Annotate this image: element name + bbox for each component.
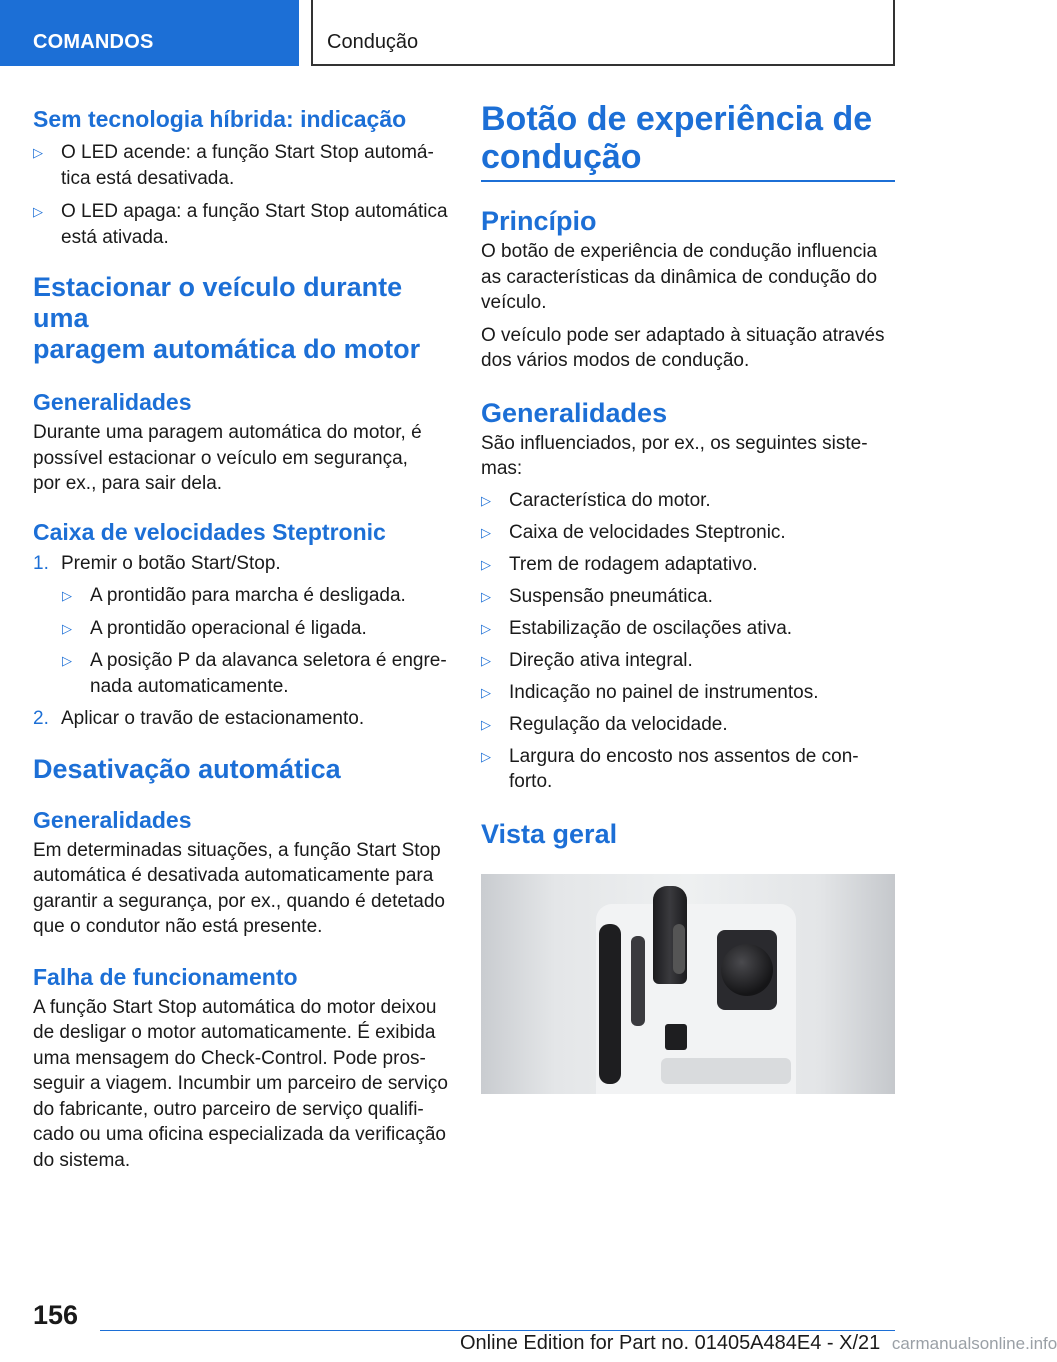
bullet-item [481, 712, 895, 738]
footer-rule [100, 1330, 895, 1331]
bullet-text: A prontidão operacional é ligada. [90, 617, 367, 639]
armrest [661, 1058, 791, 1084]
deactivation-general-heading: Generalidades [33, 806, 192, 833]
general-bullet-list [481, 488, 895, 795]
bullet-text: Característica do motor. [509, 489, 711, 511]
bullet-item [481, 616, 895, 642]
general-heading: Generalidades [481, 397, 668, 428]
triangle-bullet-icon: ▷ [481, 652, 491, 668]
triangle-bullet-icon: ▷ [481, 588, 491, 604]
step-number: 1. [33, 552, 49, 574]
triangle-bullet-icon: ▷ [481, 524, 491, 540]
principle-paragraph-2: O veículo pode ser adaptado à situação através dos vários modos de condução. [481, 324, 885, 371]
principle-heading: Princípio [481, 206, 597, 236]
page-title: Botão de experiência de condução [481, 100, 873, 176]
triangle-bullet-icon: ▷ [62, 653, 72, 668]
edition-text: Online Edition for Part no. 01405A484E4 - X/21 [460, 1332, 881, 1354]
idrive-controller-knob [721, 944, 773, 996]
fault-heading: Falha de funcionamento [33, 963, 298, 990]
lever-detail [673, 924, 685, 974]
watermark-text: carmanualsonline.info [891, 1334, 1057, 1353]
bullet-item [62, 616, 448, 642]
bullet-item [481, 552, 895, 578]
bullet-text: O LED acende: a função Start Stop automá- tica está desativada. [61, 142, 434, 189]
park-heading: Estacionar o veículo durante uma paragem automática do motor [33, 272, 421, 364]
bullet-item [481, 744, 895, 795]
step-number: 2. [33, 708, 49, 729]
steps-list [33, 551, 448, 732]
bullet-item [481, 584, 895, 610]
bullet-text: A prontidão para marcha é desligada. [90, 585, 406, 606]
triangle-bullet-icon: ▷ [62, 588, 72, 603]
parking-brake-switch [665, 1024, 687, 1050]
step1-bullet-list [33, 583, 448, 699]
triangle-bullet-icon: ▷ [33, 145, 43, 160]
bullet-text: Caixa de velocidades Steptronic. [509, 521, 786, 543]
bullet-text: Indicação no painel de instrumentos. [509, 681, 819, 703]
bullet-item [481, 488, 895, 514]
chapter-title: Condução [311, 0, 895, 66]
center-console-photo [481, 874, 895, 1094]
bullet-item [62, 648, 448, 699]
left-column [33, 100, 448, 1173]
bullet-text: Estabilização de oscilações ativa. [509, 617, 793, 639]
principle-paragraph-1: O botão de experiência de condução influencia as características da dinâmica de condução do veículo. [481, 241, 878, 313]
bullet-item [481, 680, 895, 706]
bullet-text: Direção ativa integral. [509, 649, 693, 671]
step-1 [33, 551, 448, 577]
step-2 [33, 706, 448, 732]
triangle-bullet-icon: ▷ [481, 748, 491, 764]
step-text: Aplicar o travão de estacionamento. [61, 708, 365, 729]
bullet-text: Largura do encosto nos assentos de con- forto. [509, 745, 859, 792]
park-general-text: Durante uma paragem automática do motor, é possível estacionar o veículo em segurança, por ex., para sair dela. [33, 422, 422, 494]
main-title-block [481, 100, 895, 182]
footer-edition [460, 1332, 1057, 1355]
bullet-item [481, 520, 895, 546]
bullet-text: O LED apaga: a função Start Stop automática está ativada. [61, 201, 448, 248]
deactivation-text: Em determinadas situações, a função Start Stop automática é desativada automaticamente para garantir a segurança, por ex., quando é detetado que o condutor não está presente. [33, 839, 445, 937]
step-text: Premir o botão Start/Stop. [61, 552, 281, 574]
steptronic-heading: Caixa de velocidades Steptronic [33, 518, 386, 545]
bullet-item [33, 199, 448, 250]
fault-text: A função Start Stop automática do motor deixou de desligar o motor automaticamente. É exibida uma mensagem do Check-Control. Pode pros- seguir a viagem. Incumbir um parceiro de serviço do fabricante, outro parceiro de serviço qualifi- cado ou uma oficina especializada da verificação do sistema. [33, 996, 449, 1171]
general-intro: São influenciados, por ex., os seguintes siste- mas: [481, 432, 868, 479]
triangle-bullet-icon: ▷ [62, 620, 72, 636]
triangle-bullet-icon: ▷ [481, 556, 491, 572]
bullet-text: Trem de rodagem adaptativo. [509, 553, 758, 575]
console-trim-left [599, 924, 621, 1084]
bullet-text: Suspensão pneumática. [509, 585, 713, 607]
right-column [481, 100, 895, 850]
triangle-bullet-icon: ▷ [481, 684, 491, 700]
hybrid-bullet-list [33, 140, 448, 250]
bullet-item [33, 140, 448, 191]
bullet-text: Regulação da velocidade. [509, 713, 728, 735]
section-tab: COMANDOS [0, 0, 299, 66]
bullet-item [62, 583, 448, 609]
triangle-bullet-icon: ▷ [481, 716, 491, 732]
mode-buttons [631, 936, 645, 1026]
hybrid-heading: Sem tecnologia híbrida: indicação [33, 106, 407, 132]
deactivation-heading: Desativação automática [33, 753, 341, 784]
triangle-bullet-icon: ▷ [481, 620, 491, 636]
bullet-text: A posição P da alavanca seletora é engre- nada automaticamente. [90, 650, 447, 697]
overview-heading: Vista geral [481, 818, 618, 849]
park-general-heading: Generalidades [33, 389, 192, 415]
triangle-bullet-icon: ▷ [481, 492, 491, 508]
bullet-item [481, 648, 895, 674]
page-number: 156 [33, 1300, 79, 1330]
triangle-bullet-icon: ▷ [33, 204, 43, 219]
